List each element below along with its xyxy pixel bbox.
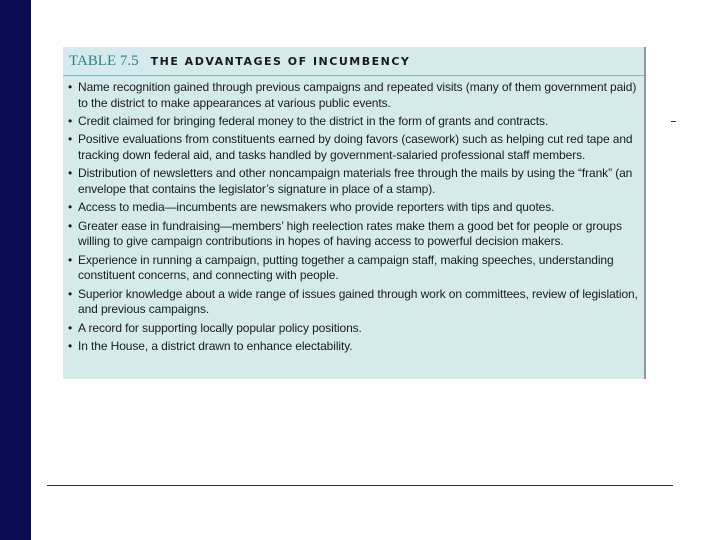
list-item	[68, 253, 646, 284]
bullet-icon: •	[68, 113, 73, 128]
bullet-icon: •	[68, 339, 73, 354]
advantages-list	[68, 80, 646, 357]
bullet-icon: •	[68, 286, 73, 301]
list-item-text: Positive evaluations from constituents earned by doing favors (casework) such as helping cut red tape and tracking down federal aid, and tasks handled by government-salaried professional staff members.	[78, 132, 633, 162]
list-item	[68, 166, 646, 197]
list-item-text: Access to media—incumbents are newsmakers who provide reporters with tips and quotes.	[78, 200, 555, 215]
side-tick-mark	[671, 121, 676, 122]
list-item-text: Distribution of newsletters and other noncampaign materials free through the mails by using the “frank” (an envelope that contains the legislator’s signature in place of a stamp).	[78, 166, 633, 196]
table-number: TABLE 7.5	[69, 53, 139, 69]
list-item-text: Experience in running a campaign, putting together a campaign staff, making speeches, understanding constituent concerns, and connecting with people.	[78, 252, 614, 283]
bullet-icon: •	[68, 252, 73, 267]
list-item	[68, 287, 646, 318]
list-item	[68, 114, 646, 130]
list-item	[68, 80, 646, 111]
bullet-icon: •	[68, 166, 73, 181]
list-item-text: Superior knowledge about a wide range of issues gained through work on committees, review of legislation, and previous campaigns.	[78, 286, 638, 317]
title-divider	[63, 75, 644, 76]
list-item	[68, 321, 646, 337]
list-item-text: Credit claimed for bringing federal money to the district in the form of grants and contracts.	[78, 113, 549, 128]
list-item-text: A record for supporting locally popular policy positions.	[78, 320, 362, 335]
list-item	[68, 219, 646, 250]
list-item-text: Name recognition gained through previous campaigns and repeated visits (many of them government paid) to the district to make appearances at various public events.	[78, 80, 637, 110]
footer-divider	[47, 485, 673, 486]
table-title: THE ADVANTAGES OF INCUMBENCY	[150, 55, 411, 68]
list-item	[68, 132, 646, 163]
bullet-icon: •	[68, 132, 73, 147]
list-item	[68, 200, 646, 216]
bullet-icon: •	[68, 320, 73, 335]
bullet-icon: •	[68, 80, 73, 94]
list-item-text: In the House, a district drawn to enhance electability.	[78, 339, 353, 354]
bullet-icon: •	[68, 200, 73, 215]
left-accent-bar	[0, 0, 31, 540]
incumbency-table	[63, 47, 646, 379]
table-heading	[69, 53, 410, 73]
list-item-text: Greater ease in fundraising—members’ high reelection rates make them a good bet for people or groups willing to give campaign contributions in hopes of having access to powerful decision makers.	[78, 218, 622, 249]
list-item	[68, 339, 646, 355]
bullet-icon: •	[68, 218, 73, 233]
